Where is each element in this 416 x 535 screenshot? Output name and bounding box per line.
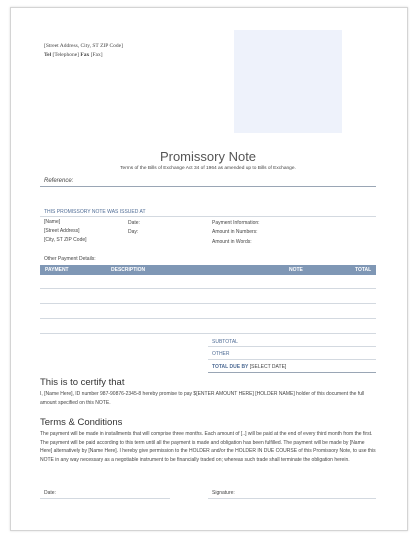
subtotal-label: SUBTOTAL [212,339,238,345]
issuer-street: [Street Address] [44,228,80,234]
signature-date-label: Date: [44,490,56,496]
reference-divider [40,186,376,187]
terms-heading: Terms & Conditions [40,417,123,428]
payment-information-label: Payment Information: [212,220,260,226]
issued-header: THIS PROMISSORY NOTE WAS ISSUED AT [44,209,146,215]
date-label: Date: [128,220,140,226]
other-divider [208,359,376,360]
column-header-total: TOTAL [355,267,372,273]
fax-label: Fax [80,52,90,58]
table-row-divider [40,288,376,289]
total-divider [208,372,376,373]
issuer-city: [City, ST ZIP Code] [44,237,87,243]
certify-heading: This is to certify that [40,377,125,388]
column-header-description: DESCRIPTION [111,267,146,273]
logo-placeholder [234,30,342,133]
other-payment-details-label: Other Payment Details: [44,256,96,262]
tel-label: Tel [44,52,52,58]
total-due-date: [SELECT DATE] [249,364,287,370]
table-row-divider [40,333,376,334]
issuer-name: [Name] [44,219,61,225]
table-row-divider [40,303,376,304]
page-subtitle: Terms of the Bills of Exchange Act 34 of 1964 as amended up to Bills of Exchange. [120,166,296,171]
day-label: Day: [128,229,139,235]
table-row-divider [40,318,376,319]
certify-text: I, [Name Here], ID number 987-90876-2345-8 hereby promise to pay $[ENTER AMOUNT HERE] [HOLDER NAME] holder of this document the full amount specified on this NOTE. [40,391,365,406]
payment-table-header [40,265,376,275]
signature-label: Signature: [212,490,235,496]
column-header-note: NOTE [289,267,303,273]
tel-value: [Telephone] [52,52,80,58]
column-header-payment: PAYMENT [45,267,69,273]
signature-line [208,498,376,499]
terms-text: The payment will be made in installments that will comprise three months. Each amount of [..] will be paid at the end of every third month from the first. The payment will be paid according to this term until all the payment is made and obligation has been fulfilled. The payment will be made by [Name Here] alternatively by [Name Here]. I hereby give permission to the HOLDER and/or the HOLDER IN DUE COURSE of this Promissory Note, to use this NOTE in any way necessary as a negotiable instrument to be financially traded on; whereas such trade shall terminate the obligation herein. [40,431,376,463]
page-title: Promissory Note [159,149,257,164]
amount-in-words-label: Amount in Words: [212,239,252,245]
total-due-row [212,364,286,370]
signature-date-line [40,498,170,499]
reference-label: Reference: [44,178,74,184]
subtotal-divider [208,346,376,347]
fax-value: [Fax] [90,52,103,58]
total-due-label: TOTAL DUE BY [212,364,249,370]
sender-street-address: [Street Address, City, ST ZIP Code] [44,43,123,49]
sender-contact-line [44,52,103,58]
amount-in-numbers-label: Amount in Numbers: [212,229,258,235]
other-label: OTHER [212,351,230,357]
issued-divider [40,216,376,217]
